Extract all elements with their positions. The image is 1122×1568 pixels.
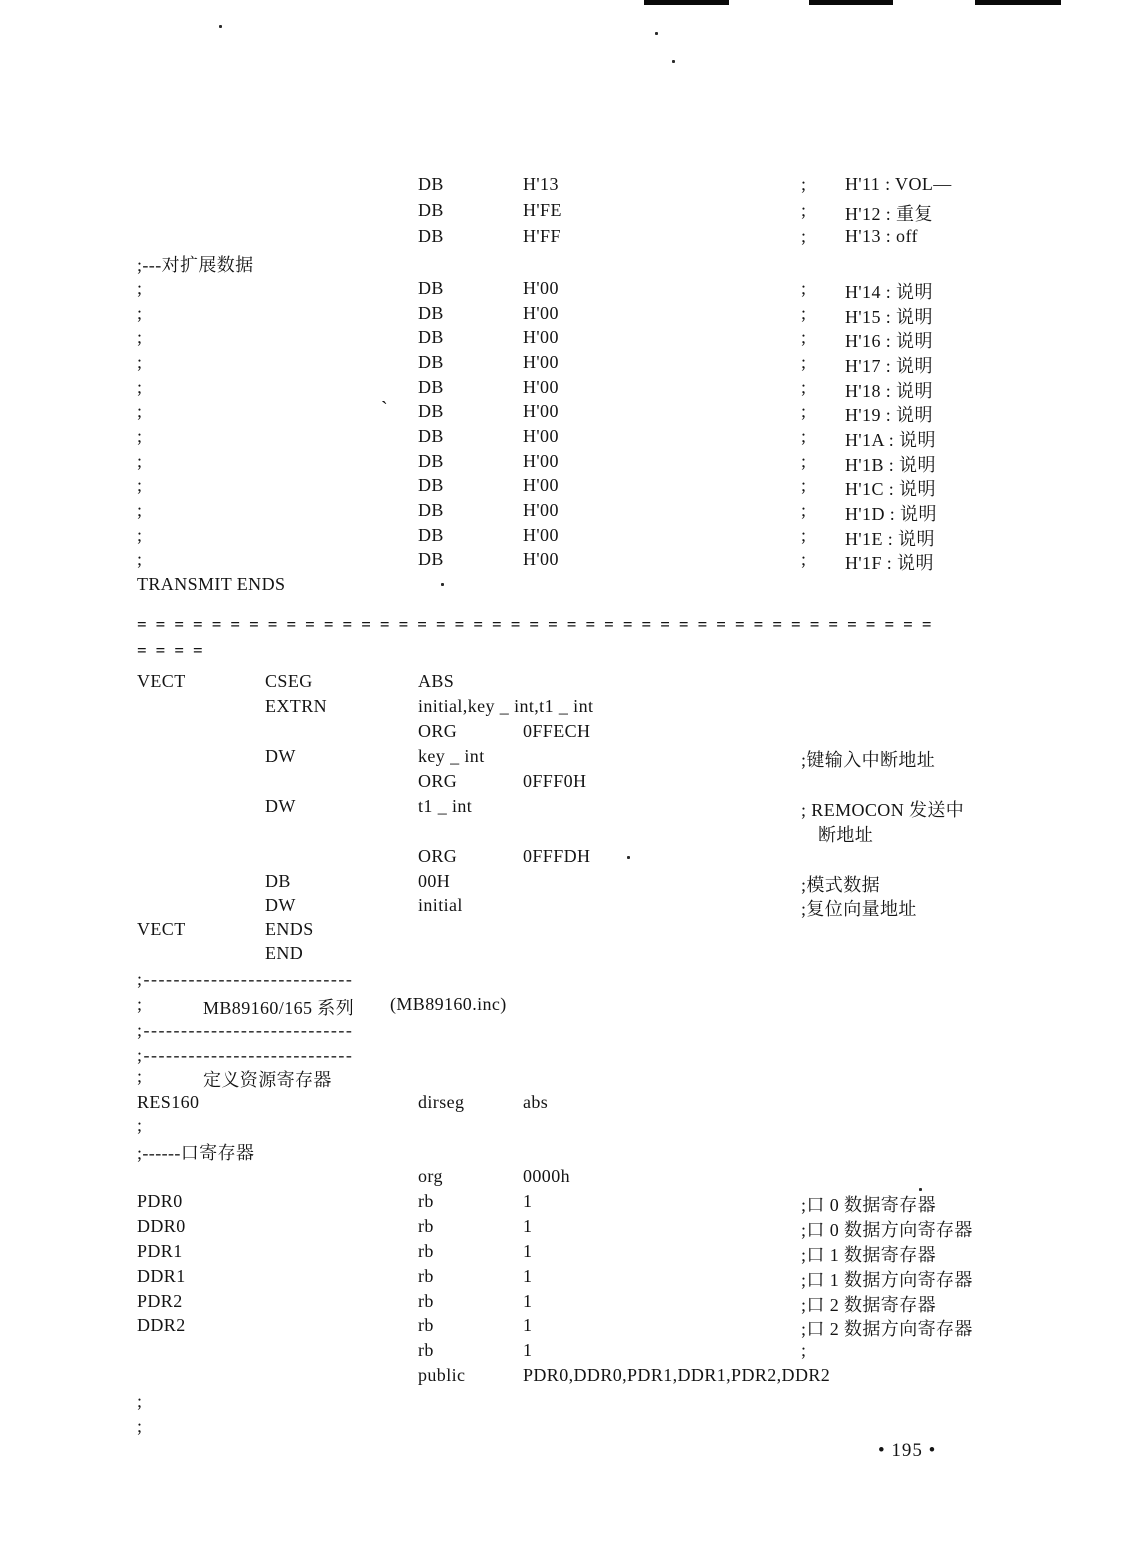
code-text: 1 (523, 1216, 533, 1236)
code-text: ; (137, 1391, 143, 1411)
code-line (0, 1291, 1122, 1315)
code-text: DB (418, 500, 444, 520)
code-text: H'00 (523, 327, 559, 347)
code-text: initial,key _ int,t1 _ int (418, 696, 594, 716)
code-text: ; (137, 1066, 143, 1086)
code-text: ; (137, 1115, 143, 1135)
code-line (0, 1241, 1122, 1265)
code-text: ; (801, 500, 807, 520)
code-text: ORG (418, 846, 458, 866)
code-line (0, 821, 1122, 845)
code-text: ; (137, 352, 143, 372)
code-text: =========================================== (137, 615, 941, 634)
code-text: ; (801, 451, 807, 471)
code-text: H'00 (523, 303, 559, 323)
code-text: ; (137, 525, 143, 545)
code-line (0, 1365, 1122, 1389)
code-line (0, 1191, 1122, 1215)
code-text: DW (265, 796, 296, 816)
code-text: PDR0 (137, 1191, 183, 1211)
code-text: H'FF (523, 226, 561, 246)
code-text: 断地址 (818, 825, 874, 845)
code-text: rb (418, 1216, 434, 1236)
code-text: ;------口寄存器 (137, 1143, 255, 1163)
code-text: DB (418, 426, 444, 446)
code-text: org (418, 1166, 443, 1186)
code-text: DW (265, 895, 296, 915)
code-text: 0FFECH (523, 721, 591, 741)
code-line (0, 174, 1122, 198)
code-text: rb (418, 1266, 434, 1286)
code-text: ; (801, 401, 807, 421)
code-text: DB (418, 303, 444, 323)
code-text: H'00 (523, 426, 559, 446)
code-text: ; (801, 303, 807, 323)
code-text: ; (801, 174, 807, 194)
code-text: H'1F : 说明 (845, 553, 934, 573)
code-line (0, 500, 1122, 524)
code-line (0, 796, 1122, 820)
code-line (0, 1266, 1122, 1290)
code-line (0, 251, 1122, 275)
code-text: ; (137, 549, 143, 569)
code-text: H'17 : 说明 (845, 356, 933, 376)
code-text: H'13 : off (845, 226, 918, 246)
code-text: ENDS (265, 919, 314, 939)
code-text: RES160 (137, 1092, 200, 1112)
code-text: DB (418, 525, 444, 545)
code-text: ; (801, 525, 807, 545)
scan-artifact-bar (644, 0, 729, 5)
code-line (0, 919, 1122, 943)
code-text: ; (137, 500, 143, 520)
code-text: H'FE (523, 200, 562, 220)
code-line (0, 303, 1122, 327)
code-line (0, 451, 1122, 475)
code-text: DB (418, 549, 444, 569)
code-line (0, 969, 1122, 993)
code-text: DB (418, 327, 444, 347)
code-line (0, 1020, 1122, 1044)
code-line (0, 1340, 1122, 1364)
code-text: H'12 : 重复 (845, 204, 933, 224)
code-text: ; (137, 994, 143, 1014)
code-text: ; (801, 352, 807, 372)
code-text: 1 (523, 1315, 533, 1335)
code-text: H'00 (523, 500, 559, 520)
code-text: H'1B : 说明 (845, 455, 936, 475)
code-text: ;口 2 数据寄存器 (801, 1295, 937, 1315)
code-text: ; (801, 475, 807, 495)
code-text: H'1A : 说明 (845, 430, 936, 450)
code-text: DB (418, 278, 444, 298)
code-text: ;---------------------------- (137, 969, 354, 989)
code-text: ; (801, 1340, 807, 1360)
code-line (0, 1315, 1122, 1339)
code-text: 0FFF0H (523, 771, 587, 791)
scan-speck (672, 60, 675, 63)
code-line (0, 327, 1122, 351)
code-text: ; REMOCON 发送中 (801, 800, 965, 820)
transmit-ends-line (0, 574, 1122, 598)
code-text: H'00 (523, 401, 559, 421)
code-line (0, 1092, 1122, 1116)
code-line (0, 278, 1122, 302)
code-text: ; (137, 377, 143, 397)
code-line (0, 1115, 1122, 1139)
code-text: TRANSMIT ENDS (137, 574, 286, 594)
code-text: abs (523, 1092, 549, 1112)
code-text: ABS (418, 671, 455, 691)
code-text: ; (137, 475, 143, 495)
code-text: t1 _ int (418, 796, 473, 816)
code-text: ; (801, 278, 807, 298)
code-text: H'00 (523, 475, 559, 495)
code-text: H'14 : 说明 (845, 282, 933, 302)
scan-speck (219, 25, 222, 28)
code-line (0, 525, 1122, 549)
code-line (0, 1216, 1122, 1240)
code-text: ; (801, 226, 807, 246)
code-text: EXTRN (265, 696, 327, 716)
code-text: ORG (418, 721, 458, 741)
code-line (0, 226, 1122, 250)
code-text: H'13 (523, 174, 559, 194)
code-text: ; (137, 426, 143, 446)
code-line (0, 352, 1122, 376)
code-text: CSEG (265, 671, 313, 691)
code-text: H'00 (523, 549, 559, 569)
code-text: key _ int (418, 746, 485, 766)
separator-line-wrap (0, 641, 1122, 665)
code-text: DW (265, 746, 296, 766)
code-line (0, 377, 1122, 401)
code-text: DB (418, 377, 444, 397)
code-text: DDR2 (137, 1315, 186, 1335)
code-text: VECT (137, 919, 186, 939)
code-text: 00H (418, 871, 451, 891)
separator-line (0, 615, 1122, 639)
code-text: H'00 (523, 525, 559, 545)
code-text: 1 (523, 1241, 533, 1261)
code-text: DB (418, 475, 444, 495)
code-line (0, 721, 1122, 745)
code-text: H'1E : 说明 (845, 529, 935, 549)
code-text: H'11 : VOL— (845, 174, 952, 194)
code-text: DDR0 (137, 1216, 186, 1236)
code-text: DB (418, 451, 444, 471)
code-line (0, 1139, 1122, 1163)
code-text: ;口 2 数据方向寄存器 (801, 1319, 973, 1339)
code-text: rb (418, 1241, 434, 1261)
code-line (0, 1391, 1122, 1415)
code-line (0, 1066, 1122, 1090)
page-number: • 195 • (878, 1440, 937, 1461)
code-text: ;---------------------------- (137, 1020, 354, 1040)
code-line (0, 1416, 1122, 1440)
code-text: H'1C : 说明 (845, 479, 936, 499)
code-line (0, 671, 1122, 695)
code-text: ; (137, 327, 143, 347)
code-text: rb (418, 1315, 434, 1335)
code-text: initial (418, 895, 463, 915)
code-text: ; (801, 327, 807, 347)
code-text: ;键输入中断地址 (801, 750, 936, 770)
code-text: H'00 (523, 377, 559, 397)
code-text: rb (418, 1191, 434, 1211)
code-text: 0000h (523, 1166, 570, 1186)
code-text: DB (418, 352, 444, 372)
code-text: ;口 0 数据方向寄存器 (801, 1220, 973, 1240)
code-line (0, 746, 1122, 770)
code-line (0, 771, 1122, 795)
code-text: H'16 : 说明 (845, 331, 933, 351)
code-text: H'15 : 说明 (845, 307, 933, 327)
code-text: ; (137, 401, 143, 421)
code-text: ; (137, 1416, 143, 1436)
code-text: ;---------------------------- (137, 1045, 354, 1065)
code-text: DDR1 (137, 1266, 186, 1286)
code-line (0, 994, 1122, 1018)
code-text: PDR2 (137, 1291, 183, 1311)
code-text: DB (418, 174, 444, 194)
code-text: DB (418, 200, 444, 220)
code-text: H'00 (523, 278, 559, 298)
code-text: rb (418, 1340, 434, 1360)
code-text: H'1D : 说明 (845, 504, 937, 524)
code-text: ; (801, 377, 807, 397)
code-text: ;模式数据 (801, 875, 881, 895)
code-text: 1 (523, 1340, 533, 1360)
code-line (0, 1166, 1122, 1190)
code-text: ;口 1 数据寄存器 (801, 1245, 937, 1265)
code-line (0, 200, 1122, 224)
code-text: DB (265, 871, 291, 891)
code-text: H'18 : 说明 (845, 381, 933, 401)
code-text: ;---对扩展数据 (137, 255, 254, 275)
code-text: public (418, 1365, 466, 1385)
code-text: ==== (137, 641, 212, 660)
code-line (0, 846, 1122, 870)
code-text: ;复位向量地址 (801, 899, 917, 919)
code-text: ; (801, 549, 807, 569)
code-text: DB (418, 401, 444, 421)
code-text: END (265, 943, 304, 963)
code-text: ; (137, 303, 143, 323)
code-text: ;口 1 数据方向寄存器 (801, 1270, 973, 1290)
code-text: 1 (523, 1291, 533, 1311)
code-text: dirseg (418, 1092, 465, 1112)
code-text: PDR1 (137, 1241, 183, 1261)
code-text: 1 (523, 1191, 533, 1211)
code-text: H'00 (523, 352, 559, 372)
scan-speck (655, 32, 658, 35)
code-line (0, 943, 1122, 967)
code-line (0, 696, 1122, 720)
code-line (0, 549, 1122, 573)
code-text: ORG (418, 771, 458, 791)
code-text: VECT (137, 671, 186, 691)
scan-artifact-bar (809, 0, 893, 5)
code-line (0, 871, 1122, 895)
stray-mark: ` (381, 398, 388, 420)
code-text: 定义资源寄存器 (203, 1070, 332, 1090)
code-text: 1 (523, 1266, 533, 1286)
code-text: DB (418, 226, 444, 246)
code-text: H'19 : 说明 (845, 405, 933, 425)
code-text: ; (137, 278, 143, 298)
code-text: rb (418, 1291, 434, 1311)
code-text: ; (801, 200, 807, 220)
code-text: ; (801, 426, 807, 446)
code-text: H'00 (523, 451, 559, 471)
code-line (0, 895, 1122, 919)
code-text: ;口 0 数据寄存器 (801, 1195, 937, 1215)
code-line (0, 475, 1122, 499)
code-text: PDR0,DDR0,PDR1,DDR1,PDR2,DDR2 (523, 1365, 831, 1385)
code-line (0, 401, 1122, 425)
scan-artifact-bar (975, 0, 1061, 5)
code-text: 0FFFDH (523, 846, 591, 866)
code-text: MB89160/165 系列 (203, 998, 355, 1018)
code-text: (MB89160.inc) (390, 994, 507, 1014)
code-text: ; (137, 451, 143, 471)
code-line (0, 426, 1122, 450)
